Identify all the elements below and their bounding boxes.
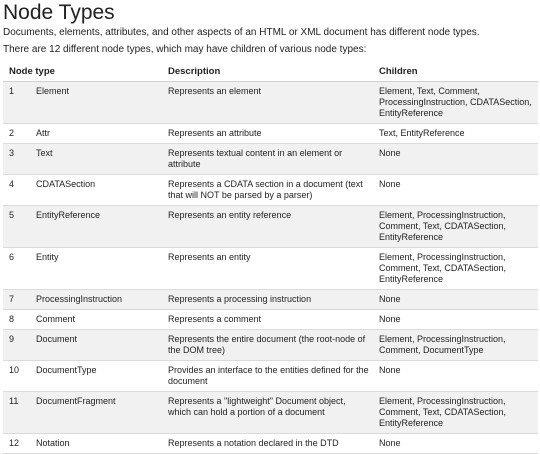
cell-description: Represents a comment — [162, 310, 373, 330]
intro-text: Documents, elements, attributes, and other aspects of an HTML or XML document has different node types. — [3, 27, 480, 38]
cell-children: None — [373, 310, 538, 330]
page-title: Node Types — [3, 1, 115, 24]
cell-number: 5 — [3, 206, 30, 248]
cell-node-type: EntityReference — [30, 206, 162, 248]
table-row — [3, 434, 538, 454]
cell-description: Represents a CDATA section in a document (text that will NOT be parsed by a parser) — [162, 175, 373, 206]
cell-description: Represents textual content in an element or attribute — [162, 144, 373, 175]
table-row — [3, 248, 538, 290]
table-row — [3, 206, 538, 248]
cell-node-type: Comment — [30, 310, 162, 330]
table-body — [3, 82, 538, 454]
cell-description: Represents a notation declared in the DTD — [162, 434, 373, 454]
cell-children: None — [373, 434, 538, 454]
table-row — [3, 82, 538, 124]
cell-node-type: Attr — [30, 124, 162, 144]
table-row — [3, 290, 538, 310]
cell-number: 2 — [3, 124, 30, 144]
node-types-table — [3, 60, 538, 454]
cell-node-type: DocumentType — [30, 361, 162, 392]
header-children: Children — [373, 60, 538, 82]
cell-description: Provides an interface to the entities defined for the document — [162, 361, 373, 392]
cell-number: 1 — [3, 82, 30, 124]
cell-number: 8 — [3, 310, 30, 330]
cell-node-type: ProcessingInstruction — [30, 290, 162, 310]
table-row — [3, 144, 538, 175]
cell-number: 7 — [3, 290, 30, 310]
table-row — [3, 175, 538, 206]
cell-node-type: Document — [30, 330, 162, 361]
cell-children: Text, EntityReference — [373, 124, 538, 144]
cell-children: Element, ProcessingInstruction, Comment, Text, CDATASection, EntityReference — [373, 206, 538, 248]
cell-children: None — [373, 175, 538, 206]
cell-node-type: Element — [30, 82, 162, 124]
cell-number: 9 — [3, 330, 30, 361]
cell-number: 11 — [3, 392, 30, 434]
cell-description: Represents an element — [162, 82, 373, 124]
cell-description: Represents the entire document (the root-node of the DOM tree) — [162, 330, 373, 361]
cell-number: 4 — [3, 175, 30, 206]
cell-children: None — [373, 290, 538, 310]
cell-children: None — [373, 144, 538, 175]
cell-node-type: Text — [30, 144, 162, 175]
cell-node-type: Entity — [30, 248, 162, 290]
table-header-row — [3, 60, 538, 82]
intro-text: There are 12 different node types, which may have children of various node types: — [3, 44, 367, 55]
cell-children: None — [373, 361, 538, 392]
table-row — [3, 361, 538, 392]
cell-description: Represents an attribute — [162, 124, 373, 144]
cell-number: 12 — [3, 434, 30, 454]
cell-node-type: CDATASection — [30, 175, 162, 206]
cell-number: 6 — [3, 248, 30, 290]
cell-number: 10 — [3, 361, 30, 392]
cell-description: Represents a "lightweight" Document object, which can hold a portion of a document — [162, 392, 373, 434]
header-description: Description — [162, 60, 373, 82]
cell-children: Element, ProcessingInstruction, Comment, DocumentType — [373, 330, 538, 361]
cell-number: 3 — [3, 144, 30, 175]
cell-node-type: Notation — [30, 434, 162, 454]
cell-description: Represents an entity — [162, 248, 373, 290]
table-row — [3, 392, 538, 434]
cell-children: Element, ProcessingInstruction, Comment, Text, CDATASection, EntityReference — [373, 248, 538, 290]
cell-children: Element, Text, Comment, ProcessingInstruction, CDATASection, EntityReference — [373, 82, 538, 124]
table-row — [3, 310, 538, 330]
cell-description: Represents a processing instruction — [162, 290, 373, 310]
table-row — [3, 330, 538, 361]
cell-children: Element, ProcessingInstruction, Comment, Text, CDATASection, EntityReference — [373, 392, 538, 434]
cell-node-type: DocumentFragment — [30, 392, 162, 434]
table-row — [3, 124, 538, 144]
header-node-type: Node type — [3, 60, 162, 82]
cell-description: Represents an entity reference — [162, 206, 373, 248]
